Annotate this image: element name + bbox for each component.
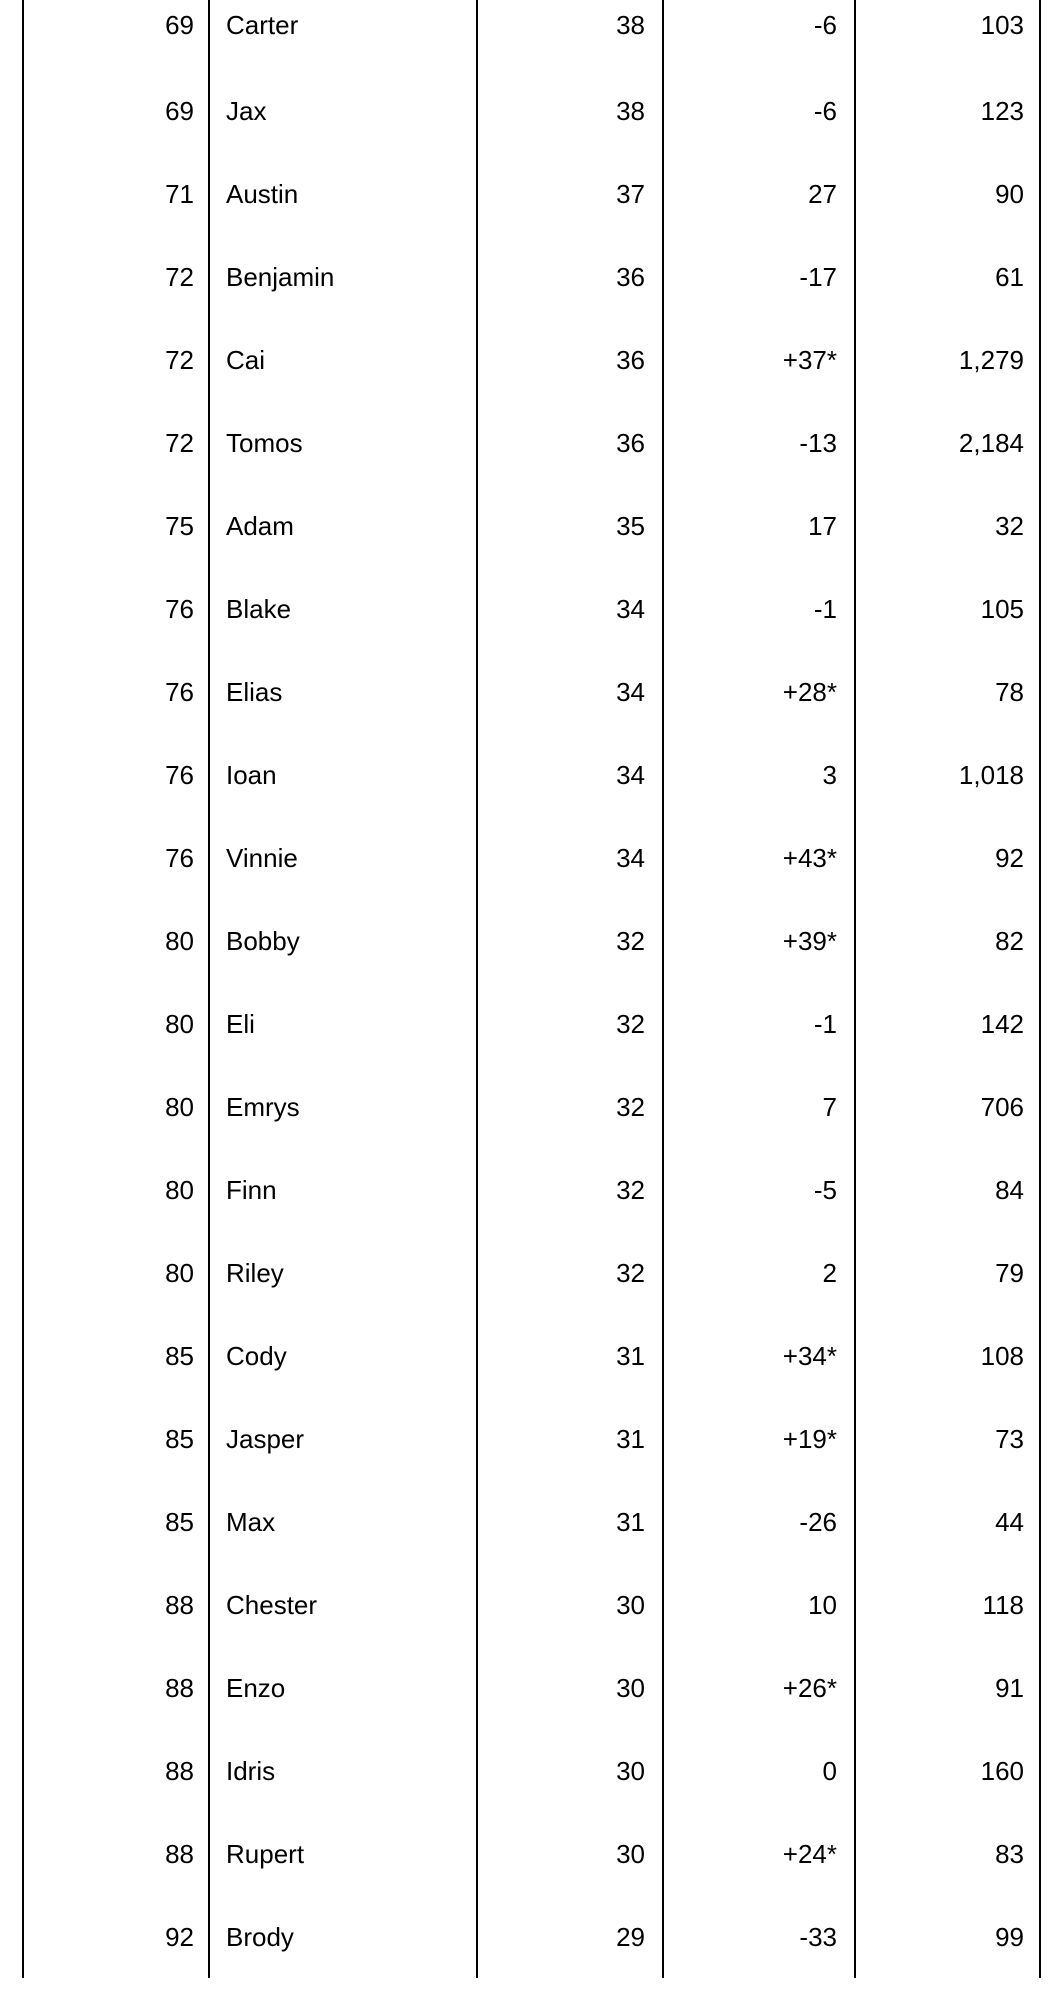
total-value: 706	[980, 1092, 1024, 1122]
cell-count	[476, 913, 662, 996]
count-value: 32	[616, 1009, 645, 1039]
total-value: 73	[995, 1424, 1024, 1454]
cell-change	[662, 996, 854, 1079]
cell-name	[208, 747, 476, 830]
cell-rank	[24, 1245, 208, 1328]
cell-change	[662, 664, 854, 747]
name-value: Emrys	[226, 1092, 300, 1122]
cell-rank	[24, 249, 208, 332]
cell-total	[854, 83, 1039, 166]
name-value: Riley	[226, 1258, 284, 1288]
change-value: -17	[799, 262, 837, 292]
change-value: +19*	[782, 1424, 837, 1454]
change-value: -13	[799, 428, 837, 458]
count-value: 37	[616, 179, 645, 209]
cell-rank	[24, 913, 208, 996]
table-row	[24, 166, 1039, 249]
count-value: 32	[616, 1175, 645, 1205]
total-value: 92	[995, 843, 1024, 873]
cell-total	[854, 249, 1039, 332]
total-value: 2,184	[958, 428, 1024, 458]
rank-value: 76	[165, 760, 194, 790]
rank-value: 85	[165, 1424, 194, 1454]
change-value: -6	[813, 96, 837, 126]
cell-name	[208, 1743, 476, 1826]
table-row	[24, 1328, 1039, 1411]
total-value: 32	[995, 511, 1024, 541]
cell-count	[476, 1079, 662, 1162]
count-value: 36	[616, 428, 645, 458]
cell-name	[208, 498, 476, 581]
cell-rank	[24, 498, 208, 581]
cell-total	[854, 0, 1039, 83]
cell-total	[854, 1079, 1039, 1162]
cell-total	[854, 1245, 1039, 1328]
cell-rank	[24, 1328, 208, 1411]
cell-change	[662, 1162, 854, 1245]
name-value: Elias	[226, 677, 283, 707]
table-row	[24, 1909, 1039, 1992]
cell-name	[208, 415, 476, 498]
rank-value: 76	[165, 594, 194, 624]
rank-value: 80	[165, 1009, 194, 1039]
cell-name	[208, 1660, 476, 1743]
total-value: 118	[982, 1590, 1024, 1620]
count-value: 30	[616, 1756, 645, 1786]
total-value: 83	[995, 1839, 1024, 1869]
cell-total	[854, 1411, 1039, 1494]
cell-total	[854, 913, 1039, 996]
cell-total	[854, 581, 1039, 664]
cell-change	[662, 1577, 854, 1660]
cell-total	[854, 332, 1039, 415]
count-value: 34	[616, 594, 645, 624]
cell-count	[476, 1577, 662, 1660]
cell-count	[476, 498, 662, 581]
cell-name	[208, 1411, 476, 1494]
cell-total	[854, 1577, 1039, 1660]
total-value: 1,279	[958, 345, 1024, 375]
cell-change	[662, 166, 854, 249]
change-value: -1	[813, 1009, 837, 1039]
cell-total	[854, 1660, 1039, 1743]
count-value: 38	[616, 96, 645, 126]
table-row	[24, 1826, 1039, 1909]
cell-count	[476, 166, 662, 249]
cell-name	[208, 83, 476, 166]
cell-name	[208, 1162, 476, 1245]
cell-rank	[24, 1909, 208, 1992]
table-row	[24, 1411, 1039, 1494]
total-value: 108	[980, 1341, 1024, 1371]
table-row	[24, 664, 1039, 747]
cell-name	[208, 664, 476, 747]
name-value: Eli	[226, 1009, 255, 1039]
cell-change	[662, 1245, 854, 1328]
table-row	[24, 996, 1039, 1079]
change-value: +37*	[782, 345, 837, 375]
count-value: 31	[616, 1424, 645, 1454]
table-row	[24, 249, 1039, 332]
cell-count	[476, 1494, 662, 1577]
cell-total	[854, 996, 1039, 1079]
cell-name	[208, 1577, 476, 1660]
cell-name	[208, 830, 476, 913]
name-value: Jasper	[226, 1424, 305, 1454]
change-value: -6	[813, 10, 837, 40]
total-value: 1,018	[958, 760, 1024, 790]
rank-value: 80	[165, 1092, 194, 1122]
table-row	[24, 1079, 1039, 1162]
cell-count	[476, 415, 662, 498]
name-value: Austin	[226, 179, 299, 209]
cell-change	[662, 249, 854, 332]
change-value: -26	[799, 1507, 837, 1537]
table-row	[24, 498, 1039, 581]
cell-rank	[24, 166, 208, 249]
table-row	[24, 1743, 1039, 1826]
total-value: 99	[995, 1922, 1024, 1952]
rank-value: 69	[165, 96, 194, 126]
rank-value: 85	[165, 1341, 194, 1371]
cell-count	[476, 581, 662, 664]
cell-change	[662, 1328, 854, 1411]
total-value: 90	[995, 179, 1024, 209]
name-value: Cody	[226, 1341, 287, 1371]
count-value: 38	[616, 10, 645, 40]
cell-name	[208, 1328, 476, 1411]
table-row	[24, 1245, 1039, 1328]
rank-value: 80	[165, 1258, 194, 1288]
name-value: Carter	[226, 10, 299, 40]
change-value: -33	[799, 1922, 837, 1952]
cell-rank	[24, 1660, 208, 1743]
count-value: 32	[616, 1258, 645, 1288]
cell-change	[662, 498, 854, 581]
rank-value: 76	[165, 843, 194, 873]
count-value: 35	[616, 511, 645, 541]
count-value: 34	[616, 760, 645, 790]
cell-change	[662, 913, 854, 996]
change-value: -5	[813, 1175, 837, 1205]
cell-count	[476, 1743, 662, 1826]
total-value: 123	[980, 96, 1024, 126]
cell-total	[854, 498, 1039, 581]
cell-count	[476, 1826, 662, 1909]
name-value: Idris	[226, 1756, 276, 1786]
rank-value: 80	[165, 926, 194, 956]
cell-total	[854, 1909, 1039, 1992]
rank-value: 72	[165, 345, 194, 375]
cell-rank	[24, 747, 208, 830]
change-value: +43*	[782, 843, 837, 873]
cell-rank	[24, 1577, 208, 1660]
table-row	[24, 1162, 1039, 1245]
change-value: 17	[808, 511, 837, 541]
ranking-table	[24, 0, 1039, 1992]
cell-rank	[24, 1826, 208, 1909]
change-value: 10	[808, 1590, 837, 1620]
count-value: 32	[616, 926, 645, 956]
change-value: 27	[808, 179, 837, 209]
change-value: 2	[822, 1258, 837, 1288]
count-value: 32	[616, 1092, 645, 1122]
total-value: 91	[995, 1673, 1024, 1703]
name-value: Adam	[226, 511, 294, 541]
table-row	[24, 1577, 1039, 1660]
cell-name	[208, 996, 476, 1079]
table-row	[24, 415, 1039, 498]
change-value: +26*	[782, 1673, 837, 1703]
cell-total	[854, 747, 1039, 830]
cell-name	[208, 1494, 476, 1577]
cell-count	[476, 332, 662, 415]
count-value: 29	[616, 1922, 645, 1952]
name-value: Blake	[226, 594, 292, 624]
total-value: 61	[995, 262, 1024, 292]
table-body	[24, 0, 1039, 1992]
cell-rank	[24, 996, 208, 1079]
name-value: Finn	[226, 1175, 277, 1205]
cell-count	[476, 1328, 662, 1411]
cell-count	[476, 747, 662, 830]
change-value: 7	[822, 1092, 837, 1122]
rank-value: 80	[165, 1175, 194, 1205]
cell-count	[476, 1245, 662, 1328]
cell-total	[854, 664, 1039, 747]
cell-name	[208, 1909, 476, 1992]
rank-value: 76	[165, 677, 194, 707]
cell-change	[662, 1909, 854, 1992]
cell-change	[662, 83, 854, 166]
cell-change	[662, 747, 854, 830]
total-value: 103	[980, 10, 1024, 40]
rank-value: 72	[165, 262, 194, 292]
total-value: 78	[995, 677, 1024, 707]
cell-total	[854, 1162, 1039, 1245]
name-value: Brody	[226, 1922, 294, 1952]
names-table	[22, 0, 1041, 1978]
change-value: 3	[822, 760, 837, 790]
table-row	[24, 747, 1039, 830]
table-row	[24, 83, 1039, 166]
total-value: 160	[980, 1756, 1024, 1786]
name-value: Rupert	[226, 1839, 305, 1869]
cell-rank	[24, 1743, 208, 1826]
table-row	[24, 581, 1039, 664]
cell-rank	[24, 581, 208, 664]
cell-change	[662, 830, 854, 913]
name-value: Jax	[226, 96, 267, 126]
cell-change	[662, 581, 854, 664]
rank-value: 88	[165, 1673, 194, 1703]
count-value: 36	[616, 345, 645, 375]
table-row	[24, 830, 1039, 913]
cell-change	[662, 1660, 854, 1743]
cell-rank	[24, 83, 208, 166]
cell-rank	[24, 1411, 208, 1494]
cell-name	[208, 249, 476, 332]
rank-value: 71	[165, 179, 194, 209]
rank-value: 72	[165, 428, 194, 458]
cell-name	[208, 1079, 476, 1162]
table-row	[24, 0, 1039, 83]
count-value: 30	[616, 1839, 645, 1869]
cell-name	[208, 332, 476, 415]
total-value: 105	[980, 594, 1024, 624]
name-value: Ioan	[226, 760, 277, 790]
change-value: 0	[822, 1756, 837, 1786]
total-value: 142	[980, 1009, 1024, 1039]
cell-name	[208, 1245, 476, 1328]
name-value: Max	[226, 1507, 276, 1537]
total-value: 44	[995, 1507, 1024, 1537]
cell-rank	[24, 1494, 208, 1577]
count-value: 34	[616, 677, 645, 707]
rank-value: 88	[165, 1590, 194, 1620]
cell-change	[662, 1826, 854, 1909]
cell-name	[208, 166, 476, 249]
count-value: 30	[616, 1673, 645, 1703]
cell-name	[208, 1826, 476, 1909]
cell-total	[854, 830, 1039, 913]
cell-total	[854, 1826, 1039, 1909]
cell-change	[662, 1079, 854, 1162]
cell-rank	[24, 1079, 208, 1162]
cell-count	[476, 996, 662, 1079]
name-value: Vinnie	[226, 843, 298, 873]
cell-change	[662, 1494, 854, 1577]
cell-count	[476, 1660, 662, 1743]
rank-value: 88	[165, 1839, 194, 1869]
table-row	[24, 332, 1039, 415]
count-value: 31	[616, 1341, 645, 1371]
rank-value: 88	[165, 1756, 194, 1786]
cell-total	[854, 415, 1039, 498]
table-row	[24, 1660, 1039, 1743]
change-value: -1	[813, 594, 837, 624]
cell-change	[662, 332, 854, 415]
total-value: 82	[995, 926, 1024, 956]
cell-total	[854, 1743, 1039, 1826]
cell-count	[476, 249, 662, 332]
cell-count	[476, 664, 662, 747]
cell-change	[662, 0, 854, 83]
cell-count	[476, 0, 662, 83]
name-value: Chester	[226, 1590, 318, 1620]
rank-value: 92	[165, 1922, 194, 1952]
cell-name	[208, 581, 476, 664]
total-value: 84	[995, 1175, 1024, 1205]
name-value: Enzo	[226, 1673, 286, 1703]
cell-count	[476, 1411, 662, 1494]
cell-rank	[24, 0, 208, 83]
cell-total	[854, 166, 1039, 249]
cell-count	[476, 830, 662, 913]
change-value: +28*	[782, 677, 837, 707]
cell-rank	[24, 415, 208, 498]
change-value: +24*	[782, 1839, 837, 1869]
total-value: 79	[995, 1258, 1024, 1288]
count-value: 31	[616, 1507, 645, 1537]
cell-change	[662, 1411, 854, 1494]
cell-total	[854, 1494, 1039, 1577]
cell-count	[476, 83, 662, 166]
cell-name	[208, 913, 476, 996]
count-value: 36	[616, 262, 645, 292]
name-value: Tomos	[226, 428, 303, 458]
rank-value: 69	[165, 10, 194, 40]
count-value: 34	[616, 843, 645, 873]
name-value: Cai	[226, 345, 266, 375]
cell-rank	[24, 664, 208, 747]
count-value: 30	[616, 1590, 645, 1620]
cell-name	[208, 0, 476, 83]
change-value: +39*	[782, 926, 837, 956]
table-row	[24, 913, 1039, 996]
rank-value: 75	[165, 511, 194, 541]
change-value: +34*	[782, 1341, 837, 1371]
rank-value: 85	[165, 1507, 194, 1537]
cell-count	[476, 1162, 662, 1245]
name-value: Bobby	[226, 926, 300, 956]
table-row	[24, 1494, 1039, 1577]
cell-change	[662, 1743, 854, 1826]
cell-count	[476, 1909, 662, 1992]
cell-rank	[24, 332, 208, 415]
name-value: Benjamin	[226, 262, 335, 292]
cell-rank	[24, 830, 208, 913]
cell-rank	[24, 1162, 208, 1245]
cell-total	[854, 1328, 1039, 1411]
cell-change	[662, 415, 854, 498]
